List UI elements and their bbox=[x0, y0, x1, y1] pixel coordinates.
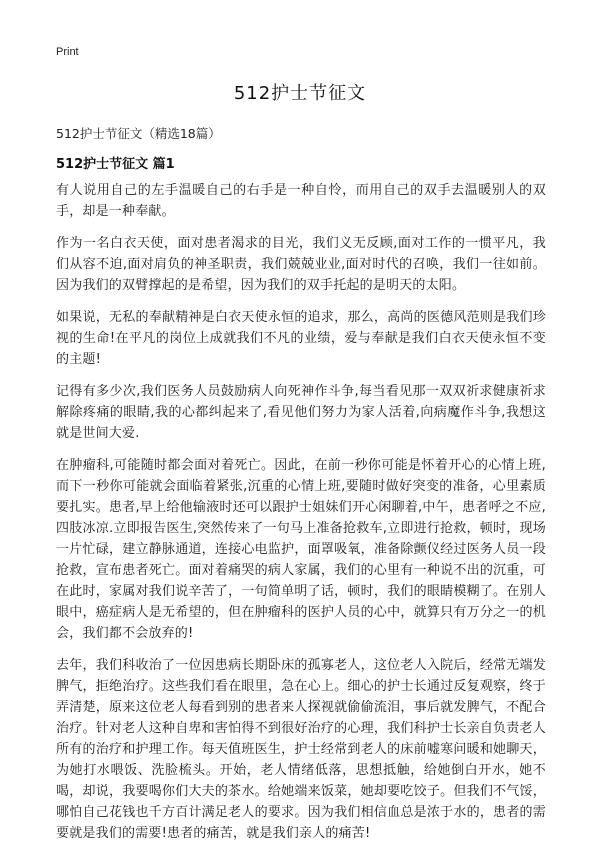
page-title: 512护士节征文 bbox=[233, 83, 367, 104]
paragraph: 在肿瘤科,可能随时都会面对着死亡。因此，在前一秒你可能是怀着开心的心情上班,而下一秒你可能就会面临着紧张,沉重的心情上班,要随时做好突变的准备，心里素质要扎实。患者,早上给他输液时还可以跟护士姐妹们开心闲聊着,中午，患者呼之不应,四肢冰凉.立即报告医生,突然传来了一句马上准备抢救车,立即进行抢救，顿时，现场一片忙碌，建立静脉通道，连接心电监护，面罩吸氧，准备除颤仪经过医务人员一段抢救，宣布患者死亡。面对着痛哭的病人家属，我们的心里有一种说不出的沉重，可在此时，家属对我们说辛苦了，一句简单明了话，顿时，我们的眼睛模糊了。在别人眼中，癌症病人是无希望的，但在肿瘤科的医护人员的心中，就算只有万分之一的机会，我们都不会放弃的! bbox=[56, 458, 546, 641]
article-body bbox=[56, 180, 546, 855]
paragraph: 作为一名白衣天使，面对患者渴求的目光，我们义无反顾,面对工作的一惯平凡，我们从容不迫,面对肩负的神圣职责，我们兢兢业业,面对时代的召唤，我们一往如前。因为我们的双臂撑起的是希望，因为我们的双手托起的是明天的太阳。 bbox=[56, 236, 546, 293]
paragraph: 有人说用自己的左手温暖自己的右手是一种自怜，而用自己的双手去温暖别人的双手，却是一种奉献。 bbox=[56, 183, 546, 219]
paragraph: 记得有多少次,我们医务人员鼓励病人向死神作斗争,每当看见那一双双祈求健康祈求解除疼痛的眼睛,我的心都纠起来了,看见他们努力为家人活着,向病魔作斗争,我想这就是世间大爱. bbox=[56, 384, 546, 441]
paragraph: 如果说，无私的奉献精神是白衣天使永恒的追求，那么，高尚的医德风范则是我们珍视的生命!在平凡的岗位上成就我们不凡的业绩，爱与奉献是我们白衣天使永恒不变的主题! bbox=[56, 310, 546, 367]
paragraph: 去年，我们科收治了一位因患病长期卧床的孤寡老人，这位老人入院后，经常无端发脾气，拒绝治疗。这些我们看在眼里，急在心上。细心的护士长通过反复观察，终于弄清楚，原来这位老人每看到别的患者来人探视就偷偷流泪，事后就发脾气，不配合治疗。针对老人这种自卑和害怕得不到很好治疗的心理，我们科护士长亲自负责老人所有的治疗和护理工作。每天值班医生，护士经常到老人的床前嘘寒问暖和她聊天，为她打水喂饭、洗脸梳头。开始，老人情绪低落，思想抵触，给她倒白开水，她不喝，却说，我要喝你们大夫的茶水。给她端来饭菜，她却要吃饺子。但我们不气馁，哪怕自己花钱也千方百计满足老人的要求。因为我们相信血总是浓于水的，患者的需要就是我们的需要!患者的痛苦，就是我们亲人的痛苦! bbox=[56, 658, 546, 841]
section-heading: 512护士节征文 篇1 bbox=[56, 157, 175, 172]
print-link[interactable]: Print bbox=[56, 46, 79, 58]
document-subtitle: 512护士节征文（精选18篇） bbox=[56, 126, 221, 141]
